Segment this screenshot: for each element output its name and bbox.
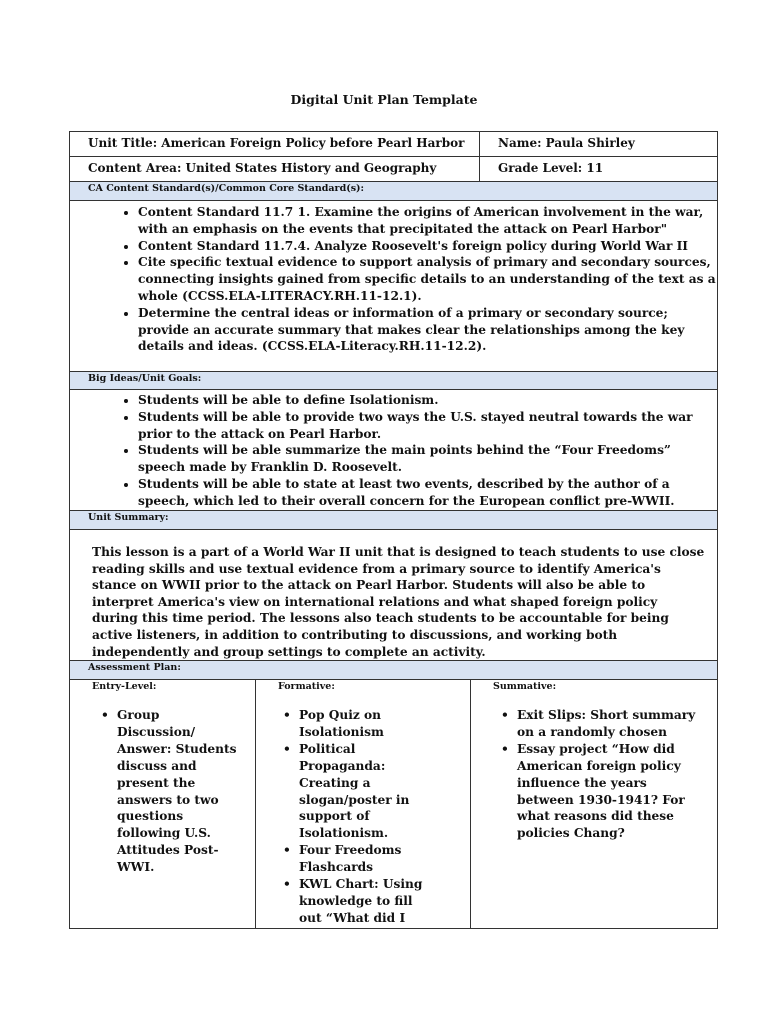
formative-item: • KWL Chart: Using knowledge to fill out “What did I [279,876,439,927]
summative-column [470,680,717,928]
formative-item: • Four Freedoms Flashcards [279,842,439,876]
summative-item: • Exit Slips: Short summary on a randomly chosen [497,707,697,741]
standard-item: • Content Standard 11.7 1. Examine the origins of American involvement in the war, with an emphasis on the events that precipitated the attack on Pearl Harbor" [138,204,717,238]
document-title: Digital Unit Plan Template [290,92,478,107]
unit-summary-header: Unit Summary: [69,511,718,530]
goal-item: • Students will be able summarize the main points behind the “Four Freedoms” speech made by Franklin D. Roosevelt. [138,442,717,476]
entry-level-item: • Group Discussion/ Answer: Students discuss and present the answers to two questions following U.S. Attitudes Post-WWI. [97,707,237,876]
unit-summary-text: This lesson is a part of a World War II unit that is designed to teach students to use close reading skills and use textual evidence from a primary source to identify America's stance on WWII prior to the attack on Pearl Harbor. Students will also be able to interpret America's view on international relations and what shaped foreign policy during this time period. The lessons also teach students to be accountable for being active listeners, in addition to contributing to discussions, and working both independently and group settings to complete an activity. [69,530,718,661]
entry-level-header: Entry-Level: [92,681,157,692]
big-ideas-list [70,392,717,510]
assessment-columns [69,680,718,929]
entry-level-list [97,707,237,876]
summative-list [497,707,697,842]
summative-item: • Essay project “How did American foreign policy influence the years between 1930-1941? For what reasons did these policies Chang? [497,741,697,842]
formative-item: • Pop Quiz on Isolationism [279,707,439,741]
assessment-header: Assessment Plan: [69,661,718,680]
standard-item: • Determine the central ideas or information of a primary or secondary source; provide an accurate summary that makes clear the relationships among the key details and ideas. (CCSS.ELA-Literacy.RH.11-12.2). [138,305,717,355]
goal-item: • Students will be able to provide two ways the U.S. stayed neutral towards the war prior to the attack on Pearl Harbor. [138,409,717,443]
grade-level: Grade Level: 11 [479,157,717,181]
unit-title: Unit Title: American Foreign Policy before Pearl Harbor [88,136,465,150]
unit-plan-table [69,131,718,929]
standard-item: • Cite specific textual evidence to support analysis of primary and secondary sources, connecting insights gained from specific details to an understanding of the text as a whole (CCSS.ELA-LITERACY.RH.11-12.1). [138,254,717,304]
formative-list [279,707,439,927]
standard-item: • Content Standard 11.7.4. Analyze Roosevelt's foreign policy during World War II [138,238,717,255]
entry-level-column [70,680,255,928]
teacher-name: Name: Paula Shirley [479,132,717,156]
unit-title-row [69,131,718,157]
standards-list [70,204,717,355]
standards-header: CA Content Standard(s)/Common Core Standard(s): [69,182,718,201]
formative-header: Formative: [278,681,335,692]
big-ideas-header: Big Ideas/Unit Goals: [69,372,718,390]
standards-body [69,201,718,372]
content-area: Content Area: United States History and Geography [88,161,437,175]
formative-item: • Political Propaganda: Creating a slogan/poster in support of Isolationism. [279,741,439,842]
summative-header: Summative: [493,681,557,692]
formative-column [255,680,470,928]
big-ideas-body [69,390,718,511]
content-area-row [69,157,718,182]
goal-item: • Students will be able to state at least two events, described by the author of a speech, which led to their overall concern for the European conflict pre-WWII. [138,476,717,510]
goal-item: • Students will be able to define Isolationism. [138,392,717,409]
